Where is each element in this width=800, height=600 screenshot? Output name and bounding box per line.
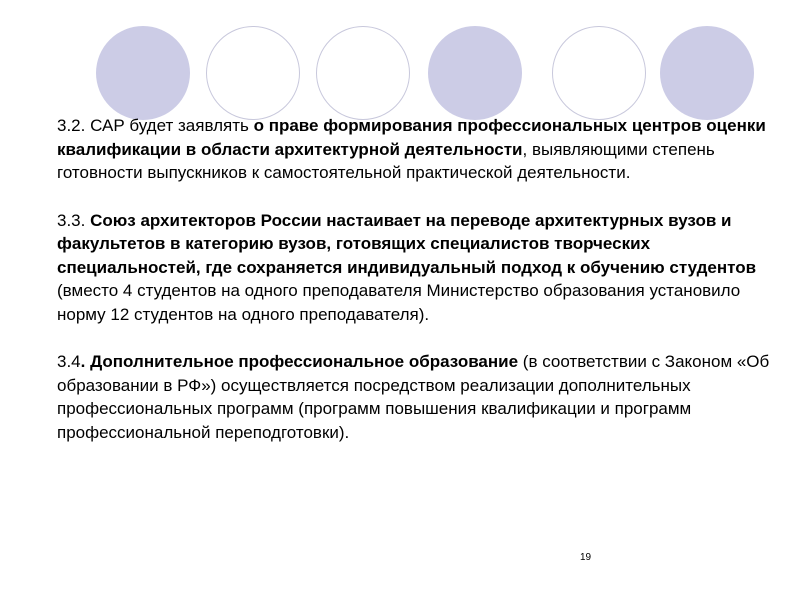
text-segment: 3.2. САР будет заявлять (57, 116, 254, 135)
decorative-circle-4 (428, 26, 522, 120)
slide-body (57, 114, 772, 468)
bold-segment: . Дополнительное профессиональное образование (80, 352, 519, 371)
text-segment: 3.4 (57, 352, 81, 371)
decorative-circle-3 (316, 26, 410, 120)
bold-segment: Союз архитекторов России настаивает на переводе архитектурных вузов и факультетов в категорию вузов, готовящих специалистов творческих специальностей, где сохраняется индивидуальный подход к обучению студентов (57, 210, 757, 277)
paragraph-3-2 (57, 114, 772, 185)
page-number: 19 (580, 552, 592, 563)
text-segment: 3.3. (57, 210, 91, 230)
text-segment: (в соответствии с Законом «Об образовании в РФ») осуществляется посредством реализации дополнительных профессиональных программ (программ повышения квалификации и программ профессиональной переподготовки). (57, 352, 770, 442)
decorative-circle-6 (660, 26, 754, 120)
decorative-circle-2 (206, 26, 300, 120)
paragraph-3-3 (57, 209, 772, 327)
text-segment: (вместо 4 студентов на одного преподавателя Министерство образования установило норму 12 студентов на одного преподавателя). (57, 281, 741, 324)
bold-segment: о праве формирования профессиональных центров оценки квалификации в области архитектурной деятельности (57, 116, 766, 159)
decorative-circle-1 (96, 26, 190, 120)
paragraph-3-4 (57, 350, 772, 444)
text-segment: , выявляющими степень готовности выпускников к самостоятельной практической деятельности. (57, 139, 715, 182)
decorative-circle-5 (552, 26, 646, 120)
